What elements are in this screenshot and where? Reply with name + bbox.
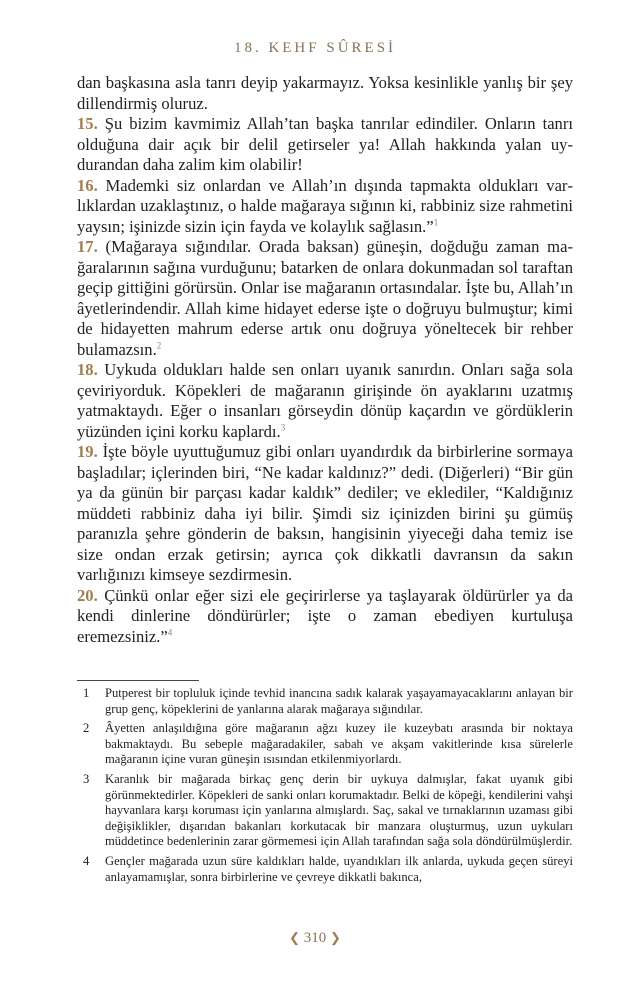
ornament-right-icon: ❯	[330, 930, 341, 945]
footnote-divider	[77, 680, 199, 681]
footnote-number: 4	[83, 853, 90, 868]
verse	[77, 237, 573, 360]
verse	[77, 114, 573, 176]
verse	[77, 73, 573, 114]
footnotes	[77, 686, 573, 889]
footnote-text: Karanlık bir mağarada birkaç genç derin bir uykuya dalmışlar, fakat uyanık gibi görünmektedirler. Köpekleri de sanki onları korumaktadır. Belki de köpeği, kendilerini vahşi hayvanlara karşı koruması için yanlarına almışlardı. Saç, sakal ve tırnaklarının uzaması gibi değişiklikler, dışarıdan bakanları korkutacak bir manzara oluşturmuş, uzun uykuları müddetince bedenlerinin zarar görmemesi için Allah tarafından sağa sola döndürülmüşlerdir.	[105, 771, 573, 849]
verse-number: 20.	[77, 585, 98, 605]
verse-text: Uykuda oldukları halde sen onları uyanık sanırdın. Onları sağa sola çeviriyorduk. Köpekleri de mağaranın girişinde ön ayaklarını uzatmış yatmaktaydı. Eğer o insanları görseydin dönüp kaçardın ve gördüklerin yüzünden içini korku kaplardı.	[77, 360, 573, 441]
running-header: 18. KEHF SÛRESİ	[233, 40, 397, 56]
verse-text: Şu bizim kavmimiz Allah’tan başka tanrılar edindiler. Onların tanrı olduğuna dair açık bir delil getirseler ya! Allah hakkında yalan uydurandan daha zalim kim olabilir!	[77, 114, 573, 174]
footnote	[77, 721, 573, 768]
verse	[77, 360, 573, 442]
footnote-number: 2	[83, 721, 90, 736]
verse-text: İşte böyle uyuttuğumuz gibi onları uyandırdık da birbirlerine sormaya başladılar; içlerinden biri, “Ne kadar kaldınız?” dedi. (Diğerleri) “Bir gün ya da günün bir parçası kadar kaldık” dediler; ve eklediler, “Kaldığınız müddeti rabbiniz daha iyi bilir. Şimdi siz içinizden birini şu gümüş paranızla şehre gönderin de baksın, hangisinin yiyeceği daha temiz ise size ondan erzak getirsin; ayrıca çok dikkatli davransın da sakın varlığınızı kimseye sezdirmesin.	[77, 442, 573, 584]
footnote-ref[interactable]: 1	[433, 216, 439, 227]
footnote-text: Putperest bir topluluk içinde tevhid inancına sadık kalarak yaşayamayacaklarını anlayan bir grup genç, köpeklerini de yanlarına alarak mağaraya sığındılar.	[105, 686, 573, 716]
verse-text: Mademki siz onlardan ve Allah’ın dışında tapmakta oldukları varlıklardan uzaklaştınız, o halde mağaraya sığının ki, rabbiniz size rahmetini yaysın; işinizde sizin için fayda ve kolaylık sağlasın.”	[77, 175, 573, 236]
footnote-text: Âyetten anlaşıldığına göre mağaranın ağzı kuzey ile kuzeybatı arasında bir noktaya bakmaktaydı. Bu sebeple mağaradakiler, sabah ve akşam vakitlerinde kısa sürelerle mağaranın içine vuran güneşin ısısından etkilenmiyorlardı.	[105, 721, 573, 767]
verse-text: Çünkü onlar eğer sizi ele geçirirlerse ya taşlayarak öldürürler ya da kendi dinlerine döndürürler; işte o zaman ebediyen kurtuluşa eremezsiniz.”	[77, 585, 573, 646]
verse-number: 15.	[77, 114, 98, 133]
verse-text: dan başkasına asla tanrı deyip yakarmayız. Yoksa kesinlikle yanlış bir şey dillendirmiş oluruz.	[77, 73, 573, 113]
verse-number: 18.	[77, 360, 98, 379]
verse	[77, 176, 573, 238]
footnote	[77, 686, 573, 717]
verse-text: (Mağaraya sığındılar. Orada baksan) güneşin, doğduğu zaman mağaralarının sağına vurduğunu; batarken de onlara dokunmadan sol taraftan geçip gittiğini görürsün. Onlar ise mağaranın ortasındalar. İşte bu, Allah’ın âyetlerindendir. Allah kime hidayet ederse işte o doğruyu bulmuştur; kimi de hidayetten mahrum ederse artık onu doğruya yöneltecek bir rehber bulamazsın.	[77, 237, 573, 359]
main-text	[77, 73, 573, 647]
footnote	[77, 854, 573, 885]
page-number-value: 310	[303, 930, 327, 946]
footnote-number: 1	[83, 686, 90, 700]
verse	[77, 586, 573, 648]
footnote-ref[interactable]: 2	[156, 339, 162, 350]
page-number	[0, 930, 630, 947]
verse-number: 16.	[77, 175, 98, 195]
verse-number: 19.	[77, 442, 98, 461]
footnote-ref[interactable]: 4	[167, 626, 173, 637]
verse-number: 17.	[77, 237, 98, 256]
footnote-number: 3	[83, 771, 90, 786]
footnote	[77, 772, 573, 850]
footnote-text: Gençler mağarada uzun süre kaldıkları halde, uyandıkları ilk anlarda, uykuda geçen süreyi anlayamamışlar, sonra birbirlerine ve çevreye dikkatli bakınca,	[105, 853, 573, 884]
footnote-ref[interactable]: 3	[280, 421, 286, 432]
verse	[77, 442, 573, 586]
ornament-left-icon: ❮	[289, 930, 300, 945]
